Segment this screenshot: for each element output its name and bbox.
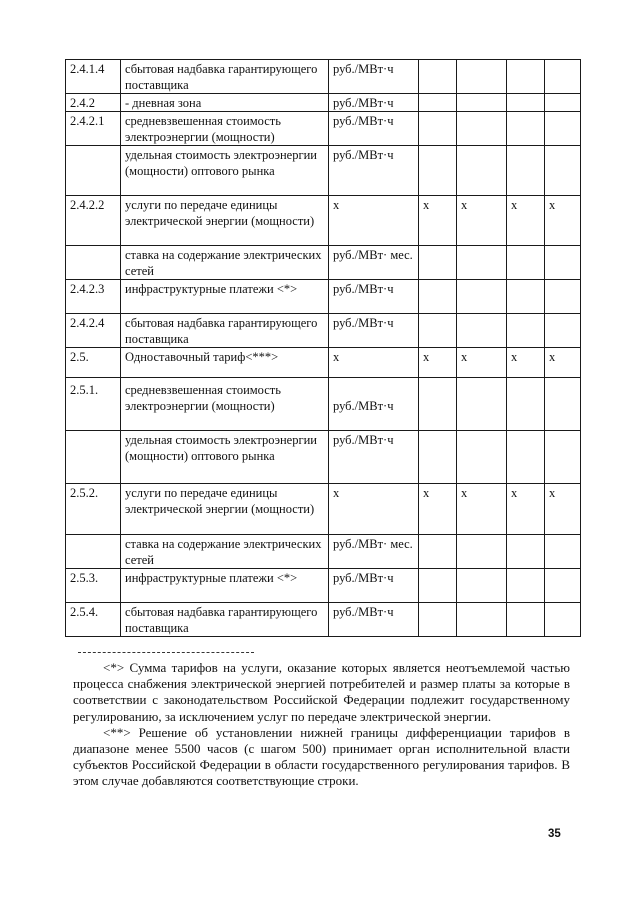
value-cell [545,431,581,484]
row-unit: руб./МВт·ч [329,378,419,431]
value-cell [419,431,457,484]
value-cell [419,112,457,146]
value-cell [507,146,545,196]
value-cell [545,246,581,280]
row-unit: руб./МВт·ч [329,603,419,637]
table-row [66,112,581,146]
table-row [66,569,581,603]
table-row [66,146,581,196]
value-cell [457,146,507,196]
row-number [66,146,121,196]
value-cell [457,314,507,348]
row-name: Одноставочный тариф<***> [121,348,329,378]
value-cell [419,535,457,569]
value-cell [419,60,457,94]
table-row [66,314,581,348]
row-number: 2.4.2.3 [66,280,121,314]
value-cell [419,94,457,112]
value-cell: x [419,196,457,246]
value-cell [419,603,457,637]
footnotes [73,660,570,790]
row-name: средневзвешенная стоимость электроэнергии (мощности) [121,378,329,431]
row-unit: руб./МВт· мес. [329,246,419,280]
value-cell [507,94,545,112]
table-row [66,280,581,314]
table-row [66,246,581,280]
row-unit: руб./МВт· мес. [329,535,419,569]
value-cell [507,314,545,348]
row-unit: руб./МВт·ч [329,569,419,603]
row-name: - дневная зона [121,94,329,112]
row-unit: x [329,484,419,535]
row-unit: руб./МВт·ч [329,146,419,196]
table-row [66,348,581,378]
value-cell [507,431,545,484]
value-cell [507,246,545,280]
row-unit: руб./МВт·ч [329,280,419,314]
value-cell [507,535,545,569]
row-name: инфраструктурные платежи <*> [121,280,329,314]
row-unit: x [329,196,419,246]
value-cell [507,112,545,146]
value-cell [457,569,507,603]
value-cell [419,146,457,196]
row-number [66,431,121,484]
value-cell: x [457,348,507,378]
footnote-1: <*> Сумма тарифов на услуги, оказание которых является неотъемлемой частью процесса снабжения электрической энергией потребителей и размер платы за которые в соответствии с законодательством Российской Федерации подлежит государственному регулированию, за исключением услуг по передаче электрической энергии. [73,660,570,724]
row-number [66,246,121,280]
value-cell [419,280,457,314]
row-number: 2.5.3. [66,569,121,603]
value-cell [457,280,507,314]
row-number: 2.4.2.2 [66,196,121,246]
row-unit: x [329,348,419,378]
value-cell [419,378,457,431]
value-cell: x [457,484,507,535]
value-cell: x [545,484,581,535]
table-row [66,535,581,569]
table-row [66,378,581,431]
row-name: ставка на содержание электрических сетей [121,246,329,280]
value-cell: x [507,484,545,535]
value-cell: x [419,484,457,535]
value-cell [507,603,545,637]
value-cell [457,94,507,112]
value-cell [457,60,507,94]
value-cell [419,246,457,280]
row-unit: руб./МВт·ч [329,94,419,112]
value-cell [457,246,507,280]
row-number: 2.5.2. [66,484,121,535]
row-name: удельная стоимость электроэнергии (мощности) оптового рынка [121,146,329,196]
value-cell [457,603,507,637]
value-cell [507,60,545,94]
value-cell: x [545,348,581,378]
row-unit: руб./МВт·ч [329,112,419,146]
row-name: сбытовая надбавка гарантирующего поставщика [121,314,329,348]
table-row [66,484,581,535]
row-number: 2.4.2 [66,94,121,112]
table-row [66,60,581,94]
value-cell: x [545,196,581,246]
row-name: инфраструктурные платежи <*> [121,569,329,603]
table-row [66,196,581,246]
value-cell: x [507,348,545,378]
row-number: 2.5. [66,348,121,378]
value-cell [545,112,581,146]
value-cell [545,569,581,603]
value-cell [545,535,581,569]
value-cell [457,535,507,569]
row-name: сбытовая надбавка гарантирующего поставщика [121,603,329,637]
value-cell [419,314,457,348]
row-number: 2.4.1.4 [66,60,121,94]
value-cell: x [507,196,545,246]
tariff-table [65,59,581,637]
value-cell [507,280,545,314]
row-unit: руб./МВт·ч [329,60,419,94]
value-cell [507,569,545,603]
value-cell: x [419,348,457,378]
value-cell [507,378,545,431]
row-name: удельная стоимость электроэнергии (мощности) оптового рынка [121,431,329,484]
row-name: ставка на содержание электрических сетей [121,535,329,569]
value-cell [457,378,507,431]
row-number: 2.5.1. [66,378,121,431]
table-row [66,431,581,484]
page-number: 35 [548,828,561,840]
value-cell [545,94,581,112]
row-name: средневзвешенная стоимость электроэнергии (мощности) [121,112,329,146]
row-number: 2.5.4. [66,603,121,637]
row-unit: руб./МВт·ч [329,431,419,484]
row-number: 2.4.2.1 [66,112,121,146]
value-cell [457,112,507,146]
row-name: услуги по передаче единицы электрической энергии (мощности) [121,484,329,535]
footnote-2: <**> Решение об установлении нижней границы дифференциации тарифов в диапазоне менее 5500 часов (с шагом 500) принимает орган исполнительной власти субъектов Российской Федерации в области государственного регулирования тарифов. В этом случае добавляются соответствующие строки. [73,724,570,789]
value-cell [545,314,581,348]
value-cell [545,146,581,196]
value-cell [457,431,507,484]
table-row [66,603,581,637]
value-cell [545,60,581,94]
row-name: услуги по передаче единицы электрической энергии (мощности) [121,196,329,246]
value-cell: x [457,196,507,246]
value-cell [419,569,457,603]
table-row [66,94,581,112]
value-cell [545,280,581,314]
value-cell [545,603,581,637]
footnote-separator [78,652,254,653]
row-number: 2.4.2.4 [66,314,121,348]
row-number [66,535,121,569]
row-unit: руб./МВт·ч [329,314,419,348]
row-name: сбытовая надбавка гарантирующего поставщика [121,60,329,94]
value-cell [545,378,581,431]
